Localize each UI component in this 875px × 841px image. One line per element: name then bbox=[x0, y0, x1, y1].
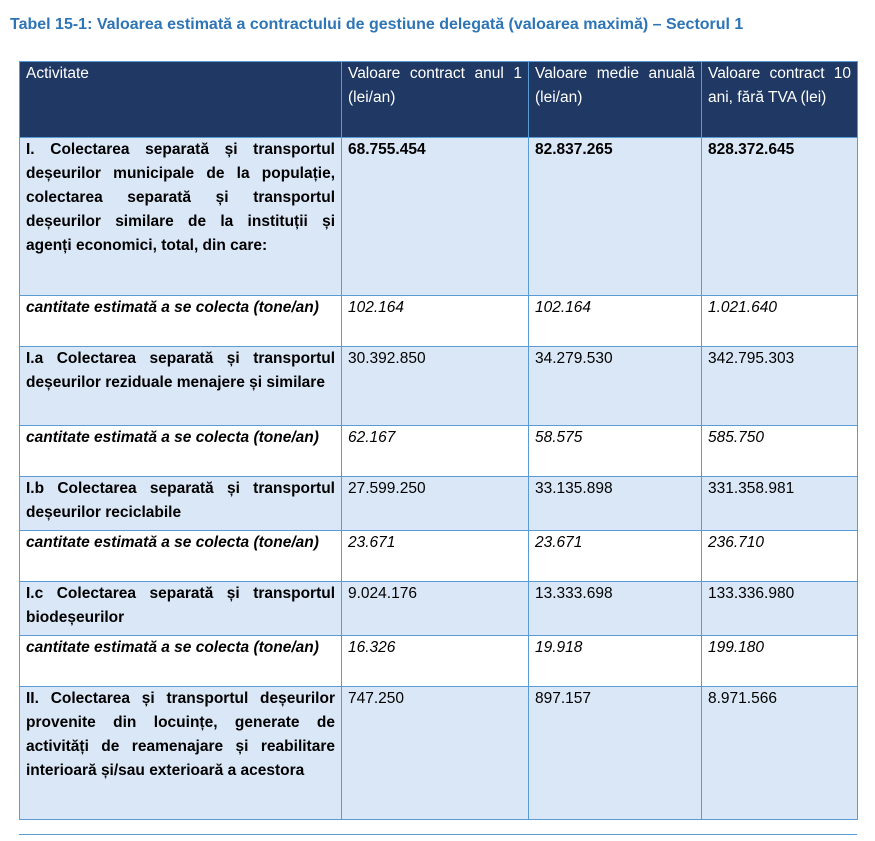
row-value-avg: 102.164 bbox=[529, 296, 702, 347]
table-row bbox=[20, 347, 858, 426]
row-value-year1: 102.164 bbox=[342, 296, 529, 347]
table-row bbox=[20, 426, 858, 477]
row-value-year1: 27.599.250 bbox=[342, 477, 529, 531]
row-value-year1: 23.671 bbox=[342, 531, 529, 582]
row-value-year1: 16.326 bbox=[342, 636, 529, 687]
table-row bbox=[20, 477, 858, 531]
row-value-10y: 1.021.640 bbox=[702, 296, 858, 347]
row-value-avg: 13.333.698 bbox=[529, 582, 702, 636]
header-row bbox=[20, 62, 858, 138]
table-row bbox=[20, 138, 858, 296]
row-label: I.b Colectarea separată și transportul deșeurilor reciclabile bbox=[20, 477, 342, 531]
contract-value-table bbox=[19, 61, 858, 820]
row-value-10y: 828.372.645 bbox=[702, 138, 858, 296]
header-activitate: Activitate bbox=[20, 62, 342, 138]
row-value-10y: 133.336.980 bbox=[702, 582, 858, 636]
row-value-avg: 897.157 bbox=[529, 687, 702, 820]
row-value-10y: 585.750 bbox=[702, 426, 858, 477]
row-value-year1: 30.392.850 bbox=[342, 347, 529, 426]
table-row bbox=[20, 636, 858, 687]
row-label: II. Colectarea și transportul deșeurilor provenite din locuințe, generate de activități de reamenajare și reabilitare interioară și/sau exterioară a acestora bbox=[20, 687, 342, 820]
row-value-10y: 331.358.981 bbox=[702, 477, 858, 531]
row-label: cantitate estimată a se colecta (tone/an) bbox=[20, 296, 342, 347]
row-value-avg: 23.671 bbox=[529, 531, 702, 582]
row-label: cantitate estimată a se colecta (tone/an) bbox=[20, 636, 342, 687]
row-value-10y: 236.710 bbox=[702, 531, 858, 582]
row-value-year1: 9.024.176 bbox=[342, 582, 529, 636]
row-value-avg: 58.575 bbox=[529, 426, 702, 477]
row-value-year1: 747.250 bbox=[342, 687, 529, 820]
row-label: cantitate estimată a se colecta (tone/an) bbox=[20, 531, 342, 582]
row-label: I. Colectarea separată și transportul deșeurilor municipale de la populație, colectarea separată și transportul deșeurilor similare de la instituții și agenți economici, total, din care: bbox=[20, 138, 342, 296]
row-value-avg: 33.135.898 bbox=[529, 477, 702, 531]
header-valoare-10-ani: Valoare contract 10 ani, fără TVA (lei) bbox=[702, 62, 858, 138]
table-row bbox=[20, 296, 858, 347]
header-valoare-medie: Valoare medie anuală (lei/an) bbox=[529, 62, 702, 138]
table-row bbox=[20, 531, 858, 582]
row-value-year1: 68.755.454 bbox=[342, 138, 529, 296]
table-row bbox=[20, 687, 858, 820]
row-label: cantitate estimată a se colecta (tone/an) bbox=[20, 426, 342, 477]
row-value-avg: 19.918 bbox=[529, 636, 702, 687]
table-row bbox=[20, 582, 858, 636]
header-valoare-anul-1: Valoare contract anul 1 (lei/an) bbox=[342, 62, 529, 138]
row-value-avg: 34.279.530 bbox=[529, 347, 702, 426]
bottom-divider bbox=[19, 834, 857, 835]
row-label: I.a Colectarea separată și transportul deșeurilor reziduale menajere și similare bbox=[20, 347, 342, 426]
row-label: I.c Colectarea separată și transportul biodeșeurilor bbox=[20, 582, 342, 636]
row-value-10y: 342.795.303 bbox=[702, 347, 858, 426]
row-value-10y: 199.180 bbox=[702, 636, 858, 687]
row-value-year1: 62.167 bbox=[342, 426, 529, 477]
row-value-avg: 82.837.265 bbox=[529, 138, 702, 296]
row-value-10y: 8.971.566 bbox=[702, 687, 858, 820]
table-caption: Tabel 15-1: Valoarea estimată a contractului de gestiune delegată (valoarea maximă) – Sectorul 1 bbox=[10, 16, 744, 33]
